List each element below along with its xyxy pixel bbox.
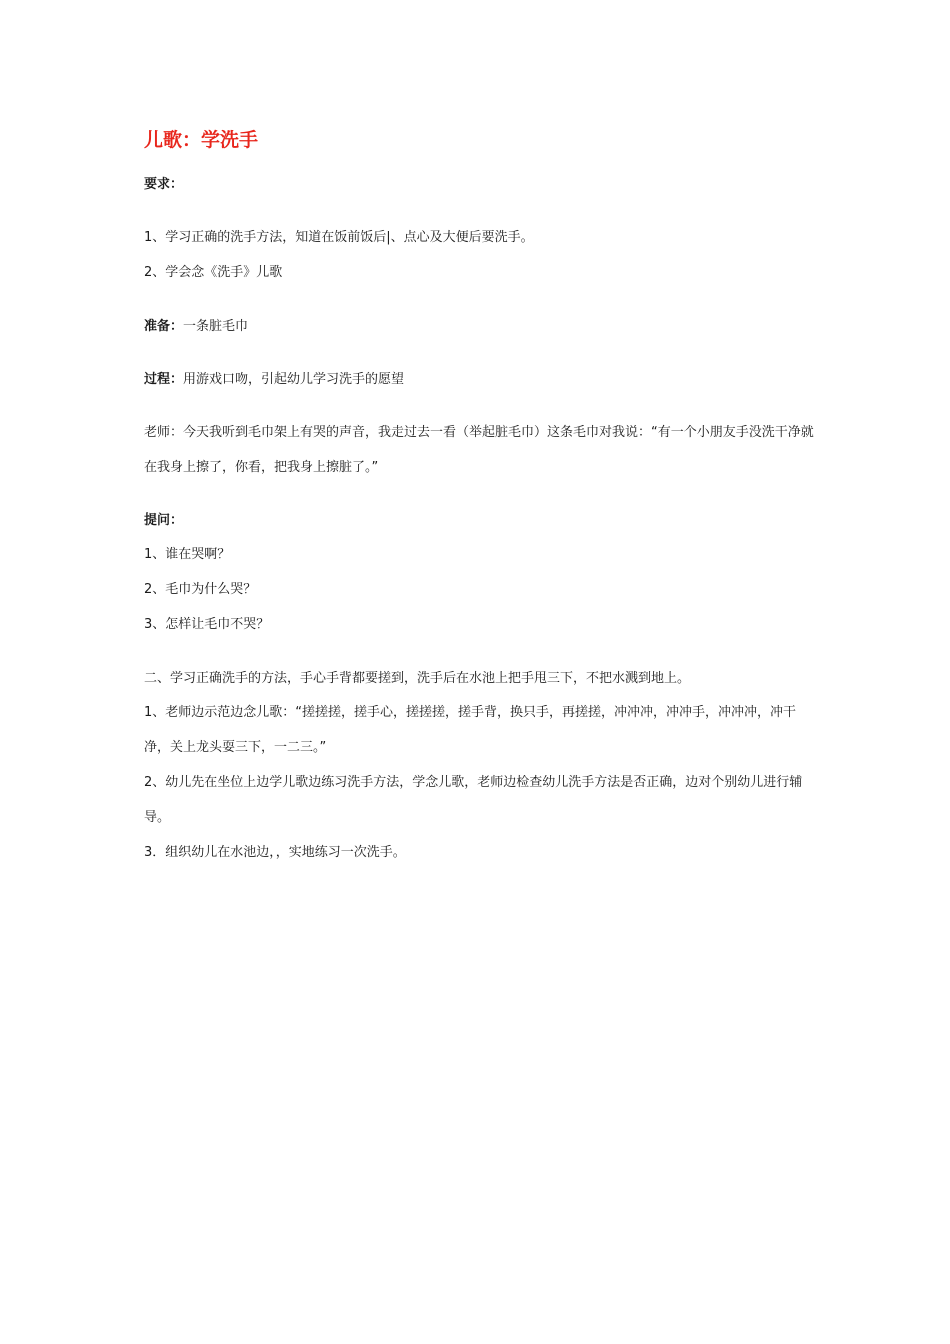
part-two-item-1: 1、老师边示范边念儿歌：“搓搓搓，搓手心，搓搓搓，搓手背，换只手，再搓搓，冲冲冲，冲冲手，冲冲冲，冲干净，关上龙头耍三下，一二三。”	[144, 705, 797, 755]
question-item-1: 1、谁在哭啊？	[144, 547, 231, 562]
teacher-speech-paragraph: 老师：今天我听到毛巾架上有哭的声音，我走过去一看（举起脏毛巾）这条毛巾对我说：“有一个小朋友手没洗干净就在我身上擦了，你看，把我身上擦脏了。”	[144, 425, 814, 475]
part-two-item-3: 3．组织幼儿在水池边，，实地练习一次洗手。	[144, 845, 406, 860]
question-item-3: 3、怎样让毛巾不哭？	[144, 617, 270, 632]
part-two-item-2: 2、幼儿先在坐位上边学儿歌边练习洗手方法，学念儿歌，老师边检查幼儿洗手方法是否正确，边对个别幼儿进行辅导。	[144, 775, 803, 825]
process-text: 用游戏口吻，引起幼儿学习洗手的愿望	[183, 372, 405, 387]
process-line	[144, 371, 404, 389]
questions-label: 提问：	[144, 513, 184, 528]
document-title: 儿歌：学洗手	[144, 129, 259, 151]
process-label: 过程：	[144, 372, 184, 387]
requirements-label: 要求：	[144, 177, 184, 192]
preparation-label: 准备：	[144, 319, 184, 334]
preparation-text: 一条脏毛巾	[183, 319, 249, 334]
preparation-line	[144, 318, 248, 336]
requirement-item-2: 2、学会念《洗手》儿歌	[144, 265, 283, 280]
question-item-2: 2、毛巾为什么哭？	[144, 582, 257, 597]
part-two-heading: 二、学习正确洗手的方法，手心手背都要搓到，洗手后在水池上把手甩三下，不把水溅到地上。	[144, 671, 691, 686]
requirement-item-1: 1、学习正确的洗手方法，知道在饭前饭后|、点心及大便后要洗手。	[144, 230, 534, 245]
